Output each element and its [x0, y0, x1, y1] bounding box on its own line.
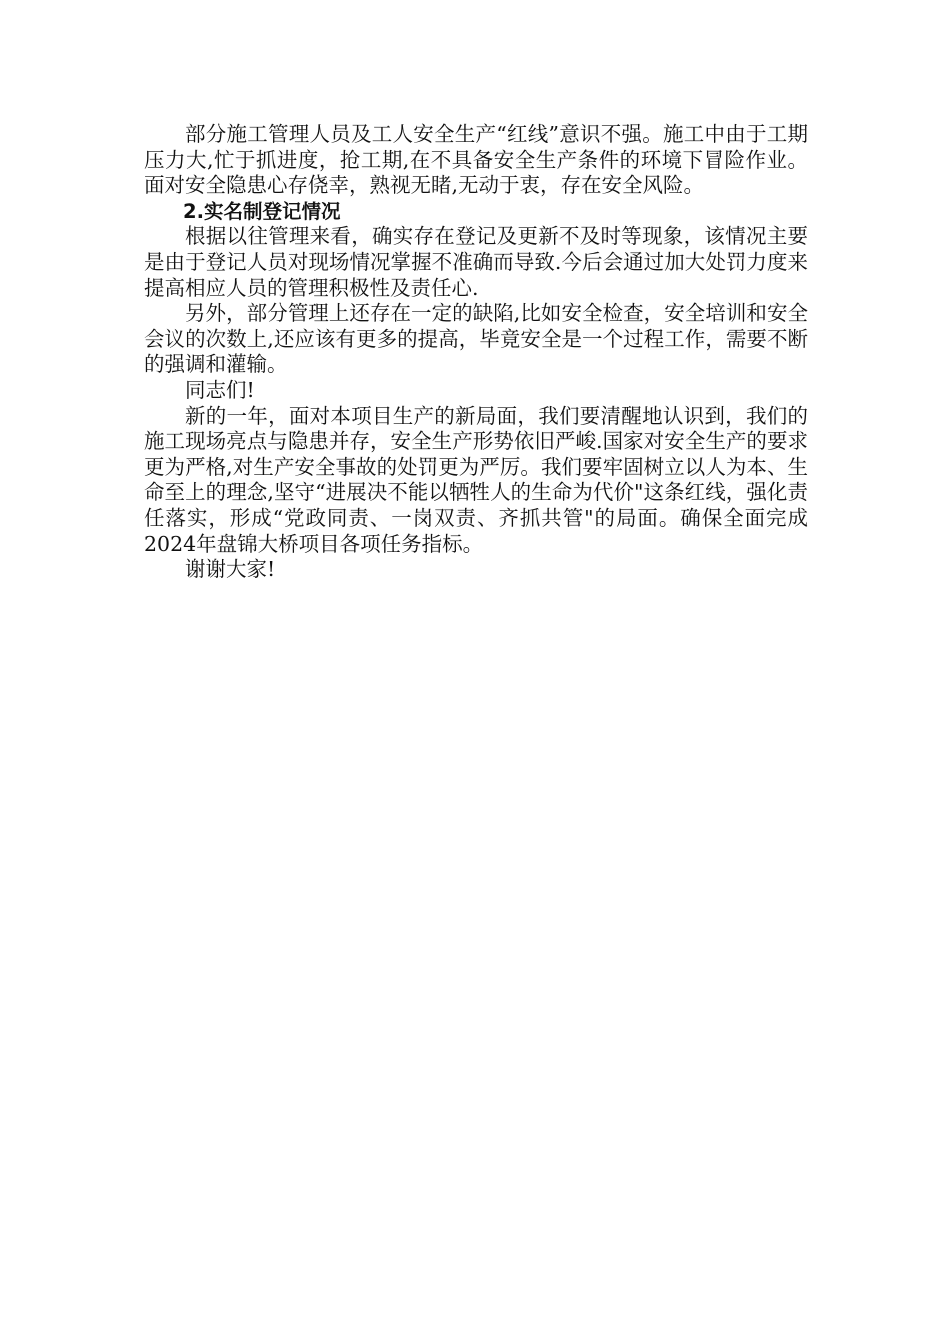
paragraph-management-defects: 另外，部分管理上还存在一定的缺陷,比如安全检查，安全培训和安全会议的次数上,还应该有更多的提高，毕竟安全是一个过程工作，需要不断的强调和灌输。 — [144, 301, 808, 377]
section-heading-real-name-registration: 2.实名制登记情况 — [183, 199, 341, 223]
paragraph-thanks: 谢谢大家! — [185, 557, 276, 582]
paragraph-greeting: 同志们! — [185, 377, 255, 402]
document-body — [144, 122, 808, 583]
paragraph-safety-awareness: 部分施工管理人员及工人安全生产“红线”意识不强。施工中由于工期压力大,忙于抓进度，抢工期,在不具备安全生产条件的环境下冒险作业。面对安全隐患心存侥幸，熟视无睹,无动于衷，存在安全风险。 — [144, 122, 808, 198]
paragraph-registration-status: 根据以往管理来看，确实存在登记及更新不及时等现象，该情况主要是由于登记人员对现场情况掌握不准确而导致.今后会通过加大处罚力度来提高相应人员的管理积极性及责任心. — [144, 224, 808, 300]
paragraph-new-year-outlook: 新的一年，面对本项目生产的新局面，我们要清醒地认识到，我们的施工现场亮点与隐患并存，安全生产形势依旧严峻.国家对安全生产的要求更为严格,对生产安全事故的处罚更为严厉。我们要牢固树立以人为本、生命至上的理念,坚守“进展决不能以牺牲人的生命为代价"这条红线，强化责任落实，形成“党政同责、一岗双责、齐抓共管"的局面。确保全面完成2024年盘锦大桥项目各项任务指标。 — [144, 403, 808, 556]
